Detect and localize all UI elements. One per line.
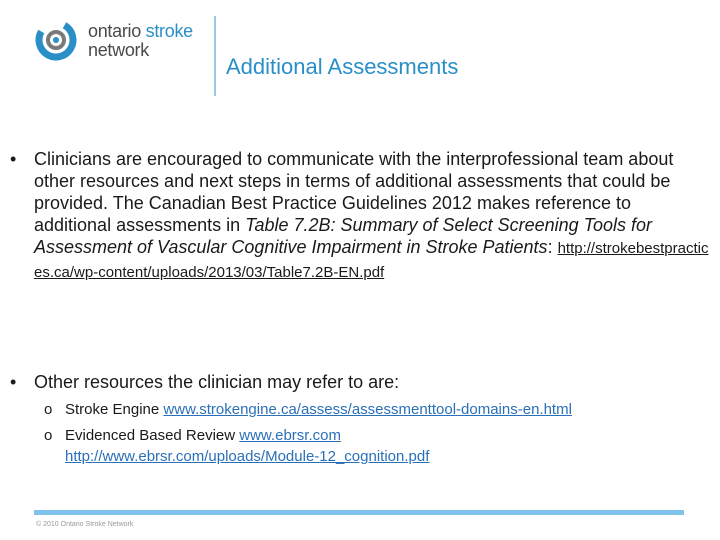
bullet1-text-a: Clinicians are encouraged to communicate with the interprofessional team about other resources and next steps in terms of additional assessments that could be provided. The Canadian Best Practice Guidelines 2012 makes reference to additional assessments in xyxy=(34,149,674,235)
ontario-stroke-network-logo xyxy=(34,18,209,70)
ebrsr-link[interactable]: www.ebrsr.com xyxy=(239,427,341,444)
bullet-text: Other resources the clinician may refer to are: xyxy=(34,372,400,392)
bullet-text xyxy=(34,148,710,284)
footer-copyright: © 2010 Ontario Stroke Network xyxy=(36,521,134,528)
sub-bullet-marker: o xyxy=(44,427,53,444)
resource-label: Stroke Engine xyxy=(65,401,164,418)
bullet-marker: • xyxy=(10,372,17,392)
sub-bullet-marker: o xyxy=(44,401,53,418)
logo-ring-icon xyxy=(34,18,78,62)
resource-label: Evidenced Based Review xyxy=(65,427,240,444)
logo-word-network: network xyxy=(88,40,149,60)
table-reference: Table 7.2B: Summary of Select Screening Tools for Assessment of Vascular Cognitive Impairment in Stroke Patients xyxy=(34,215,653,257)
bullet-marker: • xyxy=(10,149,17,169)
logo-word-ontario: ontario xyxy=(88,21,141,41)
footer-bar xyxy=(34,510,684,515)
table-7-2b-link[interactable]: http://strokebestpractices.ca/wp-content/uploads/2013/03/Table7.2B-EN.pdf xyxy=(34,240,709,281)
bullet1-text-b: : xyxy=(547,237,558,257)
slide-title: Additional Assessments xyxy=(226,54,459,79)
strokengine-link[interactable]: www.strokengine.ca/assess/assessmenttool-domains-en.html xyxy=(163,401,572,418)
ebrsr-module-12-link[interactable]: http://www.ebrsr.com/uploads/Module-12_cognition.pdf xyxy=(65,448,430,465)
logo-word-stroke: stroke xyxy=(145,21,193,41)
header-divider xyxy=(214,16,216,96)
